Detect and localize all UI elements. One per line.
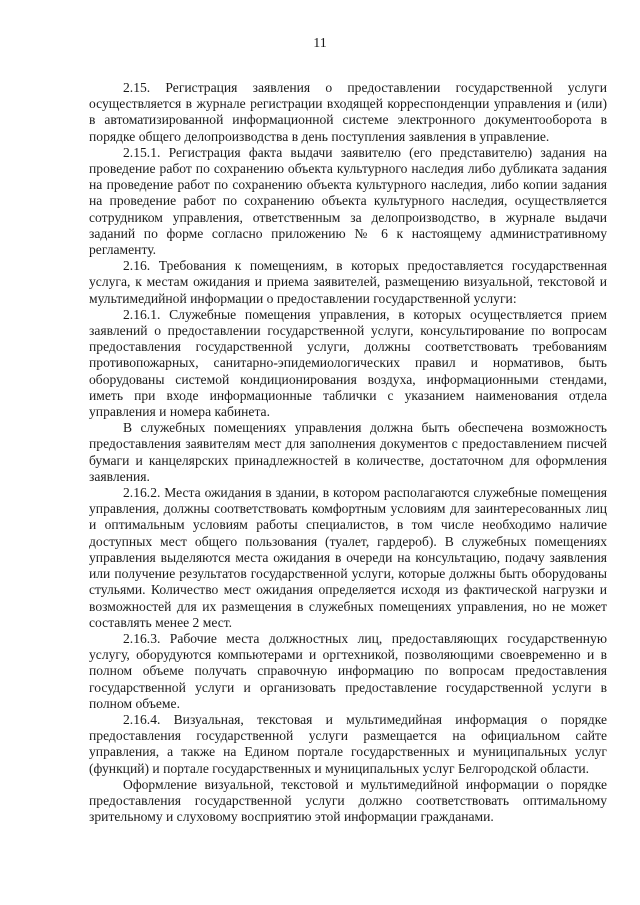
paragraph-2-16-2: 2.16.2. Места ожидания в здании, в котором располагаются служебные помещения управления, должны соответствовать комфортным условиям для заинтересованных лиц и оптимальным условиям работы специалистов, в том числе необходимо наличие доступных мест общего пользования (туалет, гардероб). В служебных помещениях управления выделяются места ожидания в очереди на консультацию, подачу заявления или получение результатов государственной услуги, которые должны быть оборудованы стульями. Количество мест ожидания определяется исходя из фактической нагрузки и возможностей для их размещения в служебных помещениях управления, но не может составлять менее 2 мест. — [89, 485, 607, 630]
paragraph-2-15-1: 2.15.1. Регистрация факта выдачи заявителю (его представителю) задания на проведение работ по сохранению объекта культурного наследия либо дубликата задания на проведение работ по сохранению объекта культурного наследия, либо копии задания на проведение работ по сохранению объекта культурного наследия, осуществляется сотрудником управления, ответственным за делопроизводство, в журнале выдачи заданий по форме согласно приложению № 6 к настоящему административному регламенту. — [89, 144, 607, 258]
document-body — [89, 80, 607, 825]
paragraph-2-16-3: 2.16.3. Рабочие места должностных лиц, предоставляющих государственную услугу, оборудуются компьютерами и оргтехникой, позволяющими своевременно и в полном объеме получать справочную информацию по вопросам предоставления государственной услуги и организовать предоставление государственной услуги в полном объеме. — [89, 630, 607, 711]
paragraph-2-16: 2.16. Требования к помещениям, в которых предоставляется государственная услуга, к местам ожидания и приема заявителей, размещению визуальной, текстовой и мультимедийной информации о предоставлении государственной услуги: — [89, 258, 607, 306]
paragraph-2-16-4: 2.16.4. Визуальная, текстовая и мультимедийная информация о порядке предоставления государственной услуги размещается на официальном сайте управления, а также на Едином портале государственных и муниципальных услуг (функций) и портале государственных и муниципальных услуг Белгородской области. — [89, 711, 607, 776]
page-number: 11 — [313, 36, 327, 51]
paragraph-info-design: Оформление визуальной, текстовой и мультимедийной информации о порядке предоставления государственной услуги должно соответствовать оптимальному зрительному и слуховому восприятию этой информации гражданами. — [89, 776, 607, 825]
paragraph-2-16-1: 2.16.1. Служебные помещения управления, в которых осуществляется прием заявлений о предоставлении государственной услуги, консультирование по вопросам предоставления государственной услуги, должны соответствовать требованиям противопожарных, санитарно-эпидемиологических правил и нормативов, быть оборудованы системой кондиционирования воздуха, информационными стендами, иметь при входе информационные таблички с указанием наименования отдела управления и номера кабинета. — [89, 306, 607, 420]
paragraph-2-15: 2.15. Регистрация заявления о предоставлении государственной услуги осуществляется в журнале регистрации входящей корреспонденции управления и (или) в автоматизированной информационной системе электронного документооборота в порядке общего делопроизводства в день поступления заявления в управление. — [89, 80, 607, 144]
paragraph-workplace-supplies: В служебных помещениях управления должна быть обеспечена возможность предоставления заявителям мест для заполнения документов с предоставлением писчей бумаги и канцелярских принадлежностей в количестве, достаточном для оформления заявления. — [89, 420, 607, 484]
